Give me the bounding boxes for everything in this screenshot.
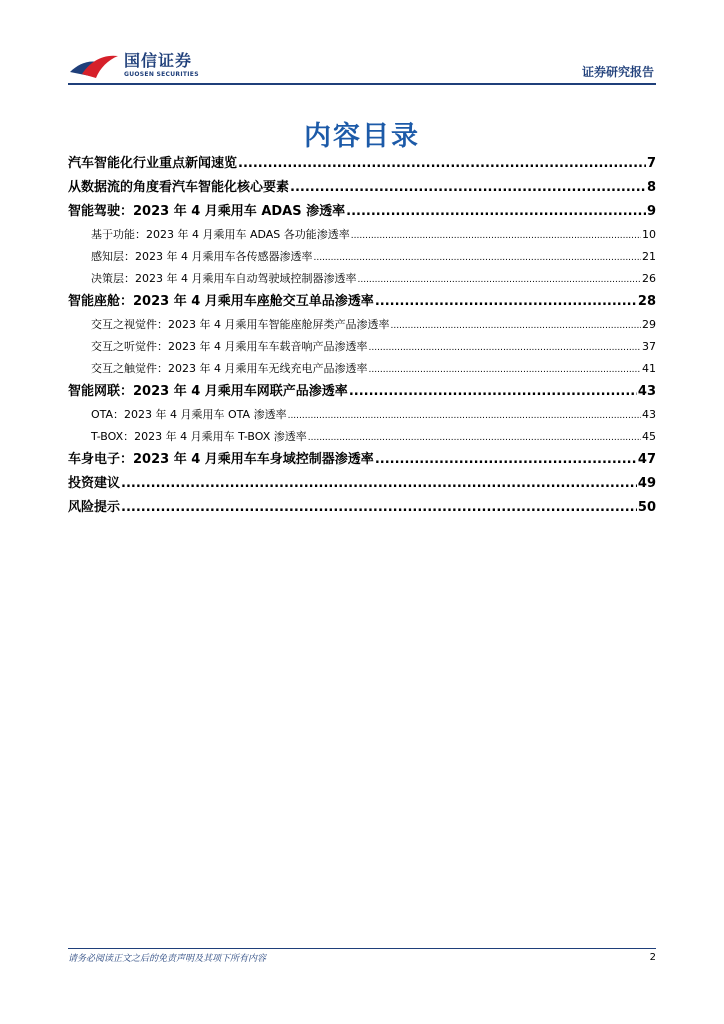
toc-dot-leader [375, 290, 637, 314]
page-header [68, 50, 656, 86]
toc-dot-leader [121, 496, 637, 520]
toc-dot-leader [346, 200, 646, 224]
toc-entry-section[interactable] [68, 380, 656, 404]
toc-dot-leader [368, 359, 641, 381]
toc-dot-leader [121, 472, 637, 496]
toc-dot-leader [357, 269, 641, 291]
toc-entry-page: 43 [642, 408, 656, 421]
toc-entry-text: 基于功能：2023 年 4 月乘用车 ADAS 各功能渗透率 [91, 228, 350, 241]
toc-entry-text: 车身电子：2023 年 4 月乘用车车身域控制器渗透率 [68, 452, 374, 467]
toc-entry-page: 49 [637, 476, 656, 491]
toc-entry-page: 9 [646, 204, 656, 219]
toc-entry-text: 风险提示 [68, 500, 121, 515]
toc-dot-leader [290, 176, 646, 200]
toc-dot-leader [351, 225, 641, 247]
page-number: 2 [649, 952, 656, 963]
toc-entry-text: 决策层：2023 年 4 月乘用车自动驾驶域控制器渗透率 [91, 272, 357, 285]
toc-entry-page: 29 [642, 318, 656, 331]
toc-dot-leader [368, 337, 641, 359]
toc-entry-page: 10 [642, 228, 656, 241]
toc-entry-page: 41 [642, 362, 656, 375]
table-of-contents [68, 152, 656, 520]
toc-dot-leader [375, 448, 637, 472]
toc-entry-section[interactable] [68, 200, 656, 224]
toc-entry-text: 汽车智能化行业重点新闻速览 [68, 156, 238, 171]
toc-entry-text: 交互之视觉件：2023 年 4 月乘用车智能座舱屏类产品渗透率 [91, 318, 390, 331]
toc-entry-text: 交互之触觉件：2023 年 4 月乘用车无线充电产品渗透率 [91, 362, 368, 375]
report-type-label: 证券研究报告 [581, 65, 654, 79]
toc-entry-section[interactable] [68, 152, 656, 176]
toc-entry-text: OTA：2023 年 4 月乘用车 OTA 渗透率 [91, 408, 287, 421]
toc-dot-leader [238, 152, 646, 176]
toc-entry-subsection[interactable] [68, 358, 656, 380]
logo-chinese-name: 国信证券 [124, 50, 193, 70]
toc-dot-leader [313, 247, 641, 269]
toc-entry-page: 45 [642, 430, 656, 443]
toc-entry-page: 21 [642, 250, 656, 263]
toc-entry-subsection[interactable] [68, 268, 656, 290]
toc-dot-leader [349, 380, 637, 404]
toc-entry-section[interactable] [68, 496, 656, 520]
toc-dot-leader [288, 405, 641, 427]
toc-entry-page: 43 [637, 384, 656, 399]
toc-entry-page: 7 [646, 156, 656, 171]
toc-entry-subsection[interactable] [68, 314, 656, 336]
toc-entry-page: 37 [642, 340, 656, 353]
toc-entry-text: T-BOX：2023 年 4 月乘用车 T-BOX 渗透率 [91, 430, 307, 443]
toc-dot-leader [308, 427, 641, 449]
header-divider [68, 83, 656, 85]
logo-english-name: GUOSEN SECURITIES [124, 70, 199, 78]
toc-entry-page: 47 [637, 452, 656, 467]
toc-entry-page: 50 [637, 500, 656, 515]
toc-entry-text: 智能座舱：2023 年 4 月乘用车座舱交互单品渗透率 [68, 294, 374, 309]
toc-entry-subsection[interactable] [68, 336, 656, 358]
toc-entry-subsection[interactable] [68, 426, 656, 448]
toc-entry-section[interactable] [68, 472, 656, 496]
toc-entry-subsection[interactable] [68, 404, 656, 426]
guosen-logo [68, 50, 199, 80]
toc-entry-text: 交互之听觉件：2023 年 4 月乘用车车载音响产品渗透率 [91, 340, 368, 353]
toc-entry-section[interactable] [68, 448, 656, 472]
footer-disclaimer: 请务必阅读正文之后的免责声明及其项下所有内容 [68, 954, 267, 964]
toc-entry-subsection[interactable] [68, 224, 656, 246]
toc-dot-leader [390, 315, 641, 337]
toc-entry-page: 8 [646, 180, 656, 195]
toc-entry-section[interactable] [68, 176, 656, 200]
toc-entry-text: 从数据流的角度看汽车智能化核心要素 [68, 180, 290, 195]
toc-entry-page: 26 [642, 272, 656, 285]
toc-entry-page: 28 [637, 294, 656, 309]
toc-entry-subsection[interactable] [68, 246, 656, 268]
footer-divider [68, 948, 656, 949]
toc-entry-text: 智能网联：2023 年 4 月乘用车网联产品渗透率 [68, 384, 348, 399]
toc-title: 内容目录 [304, 121, 420, 152]
toc-entry-text: 智能驾驶：2023 年 4 月乘用车 ADAS 渗透率 [68, 204, 346, 219]
toc-entry-text: 投资建议 [68, 476, 121, 491]
toc-entry-section[interactable] [68, 290, 656, 314]
toc-entry-text: 感知层：2023 年 4 月乘用车各传感器渗透率 [91, 250, 313, 263]
guosen-logo-icon [68, 50, 120, 80]
